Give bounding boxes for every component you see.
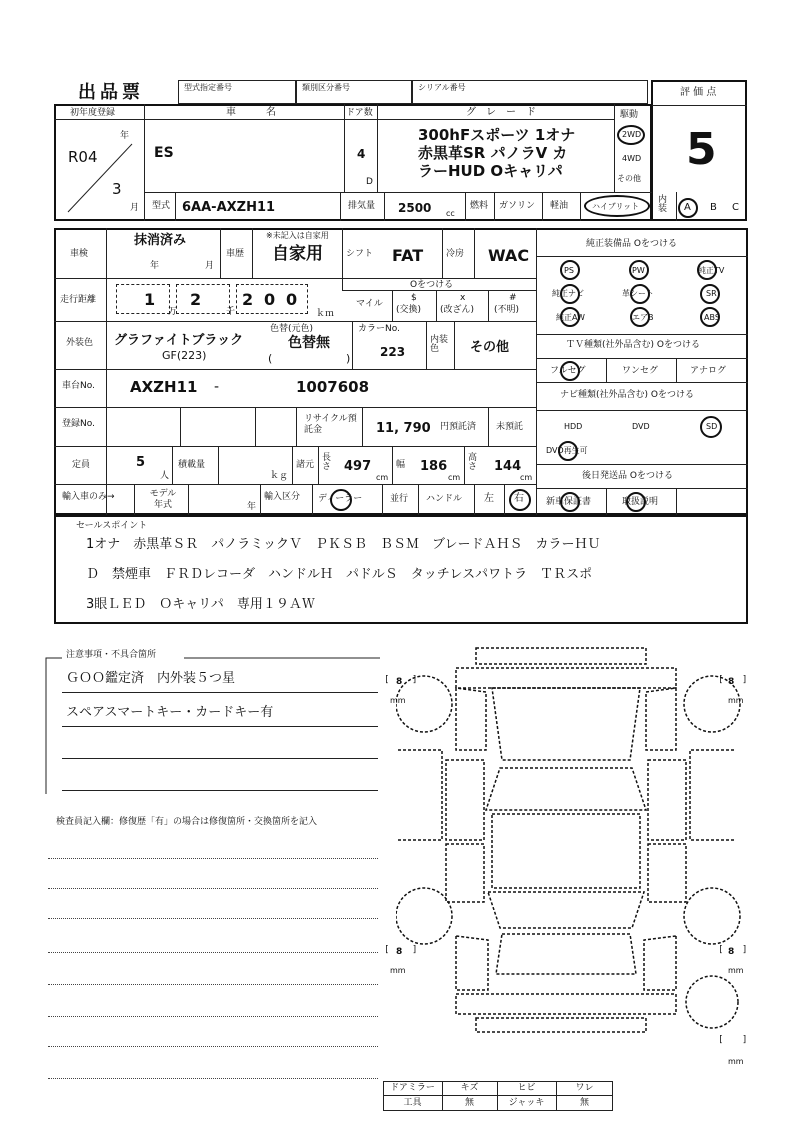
equip-tv: 純正TV [698,266,725,275]
mileage-mile: マイル [356,299,383,309]
doors-label: ドア数 [346,108,373,118]
displacement-value: 2500 [398,201,432,215]
serial-label: シリアル番号 [418,83,466,92]
doors-value: 4 [357,147,366,161]
length-label: 長さ [322,453,332,472]
interior-label: 内装 [658,195,668,214]
shaken-value: 抹消済み [134,233,187,248]
shift-label: シフト [346,249,374,259]
equip-leather: 革シート [622,289,654,298]
model-label: 型式 [152,201,171,211]
ext-color-code: GF(223) [162,349,207,362]
length-value: 497 [344,459,372,474]
ac-label: 冷房 [446,249,465,259]
load-label: 積載量 [178,460,206,470]
import-type-label: 輸入区分 [264,492,301,502]
width-unit: cm [448,473,461,482]
first-reg-slash [62,140,138,216]
fuel-label: 燃料 [470,201,489,211]
height-label: 高さ [468,453,478,472]
tire-depth-rr: 8 [728,947,735,957]
grade-label: グ レ ー ド [466,107,536,118]
shaken-year-unit: 年 [150,261,160,271]
recycle-not: 未預託 [496,422,524,432]
tire-depth-rl: 8 [396,947,403,957]
history-label: 車歴 [226,249,245,259]
width-label: 幅 [396,460,406,470]
tv-title: ＴＶ種類(社外品含む) Oをつける [566,340,700,350]
mileage-digit-1: 1 [144,290,156,309]
interior-a-circle [678,198,698,218]
model-cert-label: 型式指定番号 [184,83,232,92]
legend-tools-value: 無 [464,1098,474,1108]
tire-depth-fl: 8 [396,677,403,687]
history-note: ※未記入は自家用 [266,231,329,240]
recycle-label: リサイクル預託金 [304,414,357,435]
tire-bracket-fl-right: ] [412,675,418,685]
form-title: 出品票 [78,82,144,103]
car-name: ES [154,145,174,161]
chassis-dash: - [214,379,220,395]
legend-tools-label: 工具 [403,1098,422,1108]
mileage-altered: (改ざん) [440,305,475,315]
tire-bracket-rr-right: ] [742,945,748,955]
notes-line-2: スペアスマートキー・カードキー有 [66,705,274,720]
later-title: 後日発送品 Oをつける [582,471,673,481]
capacity-label: 定員 [72,460,91,470]
tire-unit-rl: mm [390,966,406,975]
interior-a: A [684,202,691,213]
tire-bracket-rr-left: [ [718,945,724,955]
mileage-man: 万 [168,307,178,317]
mileage-x: x [460,293,466,303]
mileage-box-man [116,284,170,314]
later-manual: 取扱説明 [622,497,659,507]
equip-leather-circle [630,284,650,304]
month-unit: 月 [130,203,140,213]
equip-ps: PS [564,266,574,275]
width-value: 186 [420,459,448,474]
handle-right-circle [509,489,531,511]
tv-fullseg: フルセグ [550,366,586,376]
recycle-unit: 円預託済 [440,422,477,432]
displacement-label: 排気量 [348,201,376,211]
nav-title: ナビ種類(社外品含む) Oをつける [560,390,694,400]
equip-ps-circle [560,260,580,280]
sales-line-3: 3眼ＬＥＤ Ｏキャリパ 専用１９ＡＷ [86,597,315,612]
load-unit: ｋｇ [270,471,289,481]
score-label: 評 価 点 [680,87,717,98]
grade-line-2: 赤黒革SR パノラV カ [418,144,568,162]
handle-label: ハンドル [426,494,463,504]
legend-h-hibi: ヒビ [517,1083,536,1093]
sales-label: セールスポイント [76,521,148,531]
nav-sd: SD [706,422,718,431]
tire-bracket-fl-left: [ [384,675,390,685]
color-no-label: カラーNo. [358,324,400,334]
chassis-label: 車台No. [62,381,95,391]
ac-value: WAC [488,246,530,265]
dims-label: 諸元 [296,460,315,470]
ext-color-value: グラファイトブラック [114,333,244,348]
car-name-label: 車 名 [226,107,276,118]
model-year-label: モデル年式 [149,489,177,510]
tv-fullseg-circle [560,361,580,381]
legend-h-mirror: ドアミラー [390,1083,435,1093]
equip-pw: PW [632,266,645,275]
later-warranty-circle [560,492,580,512]
drive-2wd-circle [617,125,645,145]
color-no-value: 223 [380,345,406,359]
score-value: 5 [686,124,717,175]
equip-abs-circle [700,307,720,327]
equip-airbag: エアB [632,313,654,322]
mileage-digit-3: 2 [242,290,254,309]
length-unit: cm [376,473,389,482]
car-damage-diagram [396,640,742,1080]
mileage-label: 走行距離 [60,295,97,305]
equip-navi-circle [560,284,580,304]
interior-c: C [732,202,739,213]
equip-aw-circle [560,307,580,327]
first-reg-label: 初年度登録 [70,108,116,118]
mileage-replaced: (交換) [396,305,422,315]
capacity-unit: 人 [160,471,170,481]
model-year-unit: 年 [247,502,257,512]
tire-bracket-spare-right: ] [742,1035,748,1045]
repaint-value: 色替無 [288,335,330,351]
tire-unit-fr: mm [728,696,744,705]
import-parallel: 並行 [390,494,409,504]
tire-unit-fl: mm [390,696,406,705]
tire-unit-spare: mm [728,1057,744,1066]
cc-unit: cc [446,209,455,218]
tv-analog: アナログ [690,366,727,376]
shaken-month-unit: 月 [205,261,215,271]
inspector-label: 検査員記入欄：修復歴「有」の場合は修復箇所・交換箇所を記入 [56,817,318,827]
shaken-label: 車検 [70,249,89,259]
import-dealer-circle [330,489,352,511]
notes-label: 注意事項・不具合箇所 [66,650,157,660]
reg-no-label: 登録No. [62,419,95,429]
equip-sr: SR [706,289,717,298]
mileage-digit-4: 0 [264,290,276,309]
nav-dvd-play: DVD再生可 [546,446,588,455]
first-reg-month: 3 [112,180,122,198]
grade-line-1: 300hFスポーツ 1オナ [418,126,576,144]
equipment-title: 純正装備品 Oをつける [586,239,677,249]
later-warranty: 新車保証書 [546,497,592,507]
drive-label: 駆動 [620,110,639,120]
mileage-hash: # [509,293,517,303]
equip-tv-circle [697,260,717,280]
shift-value: FAT [392,246,424,265]
fuel-hybrid: ハイブリット [592,202,640,211]
height-value: 144 [494,459,522,474]
ext-color-label: 外装色 [66,338,94,348]
mileage-sen: 千 [226,307,236,317]
repaint-paren-left: ( [268,352,273,365]
import-only-label: 輸入車のみ→ [62,492,115,502]
import-dealer: ディーラー [318,494,363,504]
sales-line-1: 1オナ 赤黒革ＳＲ パノラミックＶ ＰＫＳＢ ＢＳＭ ブレードＡＨＳ カラーＨＵ [86,537,601,552]
mileage-unknown: (不明) [494,305,520,315]
fuel-hybrid-circle [584,195,650,217]
tire-bracket-spare-left: [ [718,1035,724,1045]
history-value: 自家用 [272,244,323,264]
sales-line-2: Ｄ 禁煙車 ＦＲＤレコーダ ハンドルＨ パドルＳ タッチレスパワトラ ＴＲスポ [86,567,593,582]
tire-bracket-rl-left: [ [384,945,390,955]
int-color-value: その他 [470,340,510,355]
drive-4wd: 4WD [622,154,642,163]
nav-hdd: HDD [564,422,583,431]
mileage-km: ｋｍ [316,309,335,319]
mileage-box-sen [176,284,230,314]
interior-b: B [710,202,717,213]
legend-jack-value: 無 [579,1098,589,1108]
repaint-paren-right: ) [346,352,351,365]
equip-aw: 純正AW [556,313,585,322]
tire-unit-rr: mm [728,966,744,975]
equip-pw-circle [629,260,649,280]
handle-right: 右 [514,493,524,504]
later-manual-circle [626,492,646,512]
drive-other: その他 [617,174,641,183]
tv-oneseg: ワンセグ [622,366,659,376]
mileage-dollar: $ [411,293,417,303]
tire-bracket-fr-right: ] [742,675,748,685]
first-reg-year: R04 [68,148,98,166]
equip-navi: 純正ナビ [552,289,584,298]
grade-line-3: ラーHUD Oキャリパ [418,162,563,180]
nav-dvd-play-circle [558,441,578,461]
mileage-digit-2: 2 [190,290,202,309]
handle-left: 左 [484,493,494,504]
mileage-digit-5: 0 [286,290,298,309]
drive-2wd: 2WD [622,130,642,139]
fuel-gasoline: ガソリン [499,201,536,211]
legend-h-ware: ワレ [575,1083,594,1093]
repaint-label: 色替(元色) [270,324,314,334]
equip-airbag-circle [630,307,650,327]
model-value: 6AA-AXZH11 [182,200,276,215]
chassis-no: 1007608 [296,378,370,396]
int-color-label: 内装色 [430,335,449,354]
tire-bracket-rl-right: ] [412,945,418,955]
chassis-prefix: AXZH11 [130,378,198,396]
tire-depth-fr: 8 [728,677,735,687]
equip-sr-circle [700,284,720,304]
mileage-circle-note: Oをつける [410,280,454,290]
notes-line-1: ＧＯＯ鑑定済 内外装５つ星 [66,671,236,686]
height-unit: cm [520,473,533,482]
nav-sd-circle [700,416,722,438]
recycle-value: 11, 790 [376,421,431,436]
class-label: 類別区分番号 [302,83,350,92]
doors-suffix: D [366,177,373,187]
nav-dvd: DVD [632,422,650,431]
year-unit: 年 [120,131,130,141]
legend-h-kizu: キズ [460,1083,479,1093]
fuel-diesel: 軽油 [550,201,569,211]
tire-bracket-fr-left: [ [718,675,724,685]
legend-jack-label: ジャッキ [508,1098,545,1108]
equip-abs: ABS [704,313,720,322]
capacity-value: 5 [136,455,146,470]
